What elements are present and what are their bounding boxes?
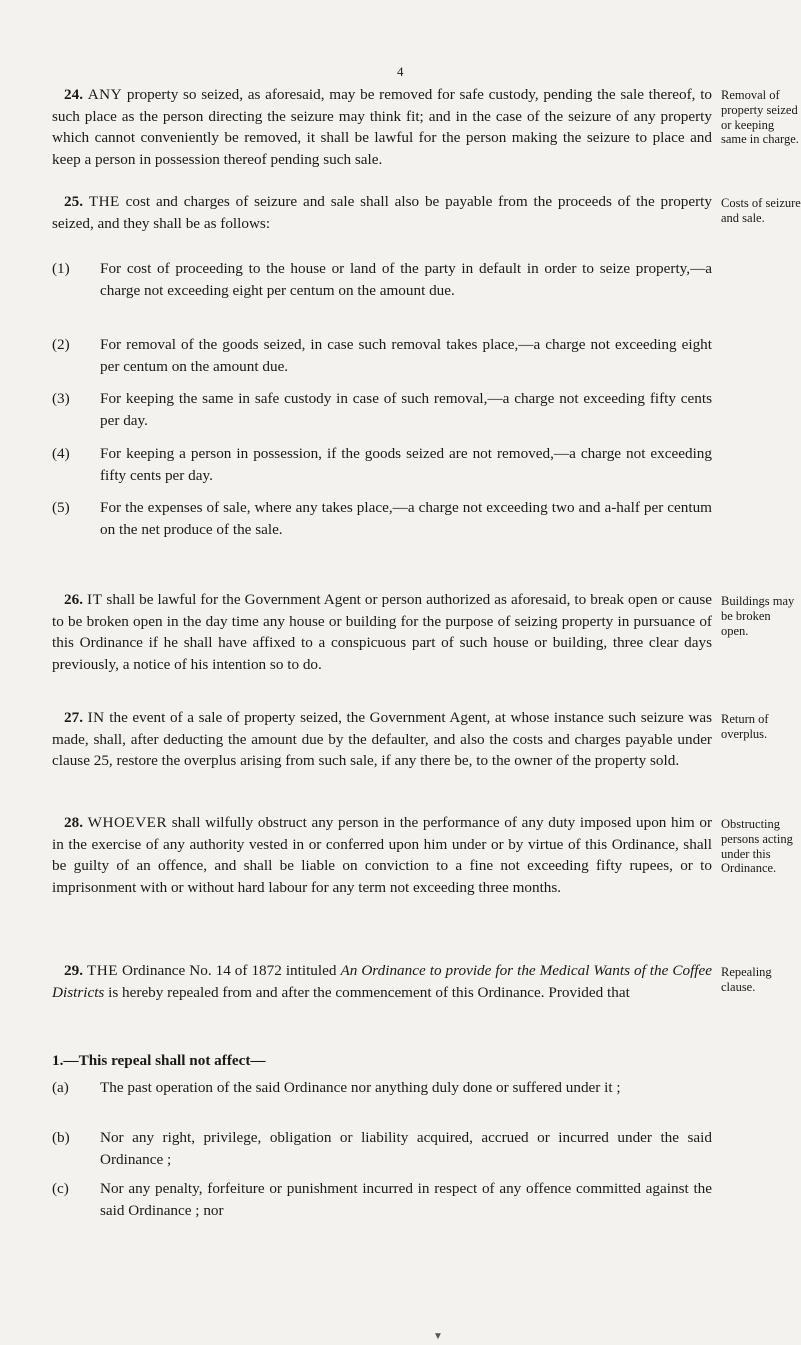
margin-note-29: Repealing clause. (721, 965, 772, 994)
margin-note-27: Return of overplus. (721, 712, 769, 741)
section-text: shall wilfully obstruct any person in the performance of any duty imposed upon him or in the exercise of any authority vested in or conferred upon him under or by virtue of this Ordinance, shall be guilty of an offence, and shall be liable on conviction to a fine not exceeding fifty rupees, or to imprisonment with or without hard labour for any term not exceeding three months. (52, 814, 713, 896)
section-lead: THE (88, 193, 120, 210)
section-26 (52, 589, 712, 675)
section-text: shall be lawful for the Government Agent or person authorized as aforesaid, to break open or cause to be broken open in the day time any house or building for the purpose of seizing property in pursuance of this Ordinance if he shall have affixed to a conspicuous part of such house or building, three clear days previously, a notice of his intention so to do. (52, 591, 713, 673)
section-27 (52, 707, 712, 772)
section-text: cost and charges of seizure and sale shall also be payable from the proceeds of the property seized, and they shall be as follows: (52, 193, 712, 232)
page-mark: 4 (397, 64, 404, 79)
margin-note-28: Obstructing persons acting under this Ordinance. (721, 817, 793, 876)
item-text: For cost of proceeding to the house or land of the party in default in order to seize property,—a charge not exceeding eight per centum on the amount due. (100, 260, 712, 299)
section-number: 24. (64, 86, 83, 103)
item-label: (a) (52, 1079, 69, 1096)
section-25 (52, 191, 712, 234)
item-label: (4) (52, 445, 70, 462)
item-text: Nor any penalty, forfeiture or punishment incurred in respect of any offence committed against the said Ordinance ; nor (100, 1180, 712, 1219)
item-text: For the expenses of sale, where any takes place,—a charge not exceeding two and a-half per centum on the net produce of the sale. (100, 499, 712, 538)
item-text: Nor any right, privilege, obligation or liability acquired, accrued or incurred under the said Ordinance ; (100, 1129, 712, 1168)
item-label: (3) (52, 390, 70, 407)
section-lead: THE (86, 962, 119, 979)
catchword-mark: ▼ (433, 1331, 443, 1342)
section-text: Ordinance No. 14 of 1872 intituled (118, 962, 341, 979)
act-title: An Ordinance to provide for the Medical Wants of the Coffee Districts (52, 962, 712, 1001)
section-lead: IT (87, 591, 103, 608)
section-24 (52, 84, 712, 170)
section-number: 27. (64, 709, 83, 726)
section-text: the event of a sale of property seized, the Government Agent, at whose instance such seizure was made, shall, after deducting the amount due by the defaulter, and also the costs and charges payable under clause 25, restore the overplus arising from such sale, if any there be, to the owner of the property sold. (52, 709, 713, 769)
section-text: property so seized, as aforesaid, may be removed for safe custody, pending the sale thereof, to such place as the person directing the seizure may think fit; and in the case of the seizure of any property which cannot conveniently be removed, it shall be lawful for the person making the seizure to place and keep a person in possession thereof pending such sale. (52, 86, 713, 168)
section-lead: IN (87, 709, 105, 726)
item-label: (b) (52, 1129, 70, 1146)
margin-note-25: Costs of seizure and sale. (721, 196, 801, 225)
margin-note-26: Buildings may be broken open. (721, 594, 795, 638)
section-lead: WHOEVER (87, 814, 168, 831)
item-text: The past operation of the said Ordinance nor anything duly done or suffered under it ; (100, 1079, 621, 1096)
section-number: 26. (64, 591, 83, 608)
proviso: 1.—This repeal shall not affect— (52, 1052, 266, 1069)
item-text: For removal of the goods seized, in case such removal takes place,—a charge not exceeding eight per centum on the amount due. (100, 336, 712, 375)
item-label: (2) (52, 336, 70, 353)
item-label: (1) (52, 260, 70, 277)
margin-note-24: Removal of property seized or keeping same in charge. (721, 88, 799, 147)
section-28 (52, 812, 712, 898)
section-number: 28. (64, 814, 83, 831)
section-number: 29. (64, 962, 83, 979)
item-label: (5) (52, 499, 70, 516)
item-label: (c) (52, 1180, 69, 1197)
section-number: 25. (64, 193, 83, 210)
item-text: For keeping the same in safe custody in case of such removal,—a charge not exceeding fifty cents per day. (100, 390, 712, 429)
section-lead: ANY (87, 86, 123, 103)
section-29 (52, 960, 712, 1003)
item-text: For keeping a person in possession, if the goods seized are not removed,—a charge not exceeding fifty cents per day. (100, 445, 712, 484)
section-text: is hereby repealed from and after the commencement of this Ordinance. Provided that (104, 983, 630, 1001)
